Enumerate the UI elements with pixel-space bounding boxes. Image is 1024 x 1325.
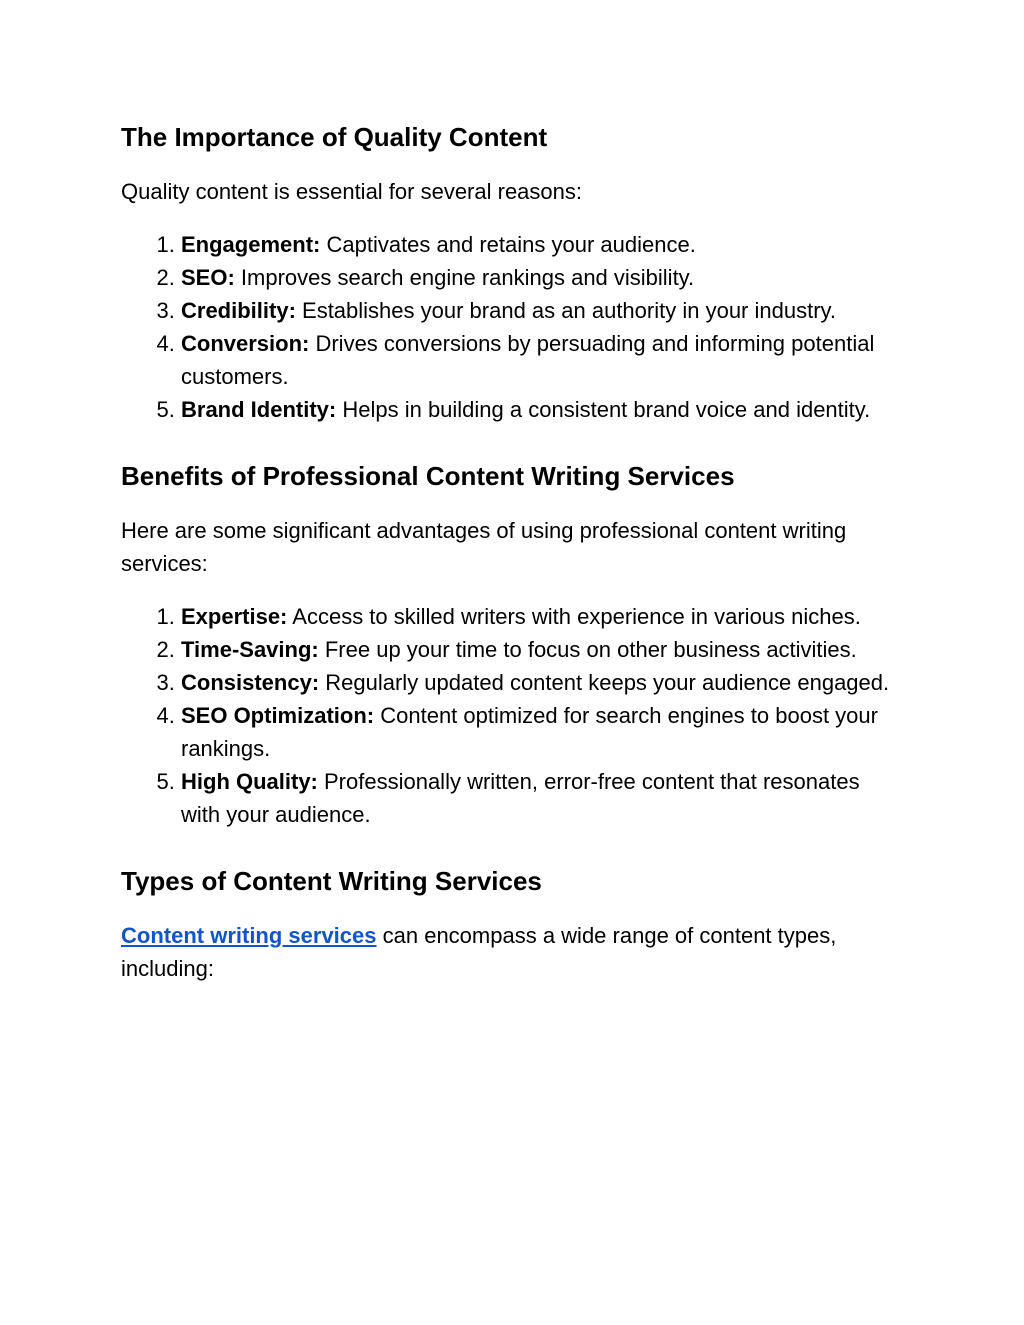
list-item	[181, 228, 891, 261]
list-item-text: Free up your time to focus on other business activities.	[318, 637, 857, 662]
benefits-list	[121, 600, 891, 831]
content-writing-services-link[interactable]: Content writing services	[121, 923, 377, 948]
list-item	[181, 600, 891, 633]
list-item	[181, 666, 891, 699]
list-item-term: Expertise:	[181, 604, 288, 629]
section-intro-types	[121, 919, 891, 985]
list-item	[181, 294, 891, 327]
list-item-text: Captivates and retains your audience.	[320, 232, 696, 257]
list-item-term: SEO:	[181, 265, 235, 290]
document-page	[121, 120, 891, 985]
list-item	[181, 699, 891, 765]
list-item-text: Drives conversions by persuading and informing potential customers.	[181, 331, 875, 389]
list-item-term: Conversion:	[181, 331, 310, 356]
list-item-term: High Quality:	[181, 769, 318, 794]
section-heading-benefits: Benefits of Professional Content Writing Services	[121, 461, 735, 491]
list-item-term: Consistency:	[181, 670, 320, 695]
list-item-text: Helps in building a consistent brand voice and identity.	[336, 397, 871, 422]
list-item-text: Access to skilled writers with experience in various niches.	[287, 604, 861, 629]
section-intro-types-text: can encompass a wide range of content types, including:	[121, 923, 837, 981]
section-heading-importance: The Importance of Quality Content	[121, 122, 548, 152]
list-item-term: Credibility:	[181, 298, 296, 323]
list-item-text: Professionally written, error-free content that resonates with your audience.	[181, 769, 860, 827]
list-item	[181, 393, 891, 426]
importance-list	[121, 228, 891, 426]
list-item-text: Improves search engine rankings and visibility.	[234, 265, 695, 290]
section-intro-importance: Quality content is essential for several reasons:	[121, 179, 583, 204]
list-item	[181, 261, 891, 294]
list-item-term: Brand Identity:	[181, 397, 337, 422]
list-item-term: SEO Optimization:	[181, 703, 375, 728]
list-item-term: Engagement:	[181, 232, 321, 257]
list-item-text: Content optimized for search engines to boost your rankings.	[181, 703, 878, 761]
list-item-text: Establishes your brand as an authority in your industry.	[295, 298, 837, 323]
list-item	[181, 633, 891, 666]
list-item	[181, 327, 891, 393]
section-intro-benefits: Here are some significant advantages of using professional content writing services:	[121, 518, 847, 576]
list-item-term: Time-Saving:	[181, 637, 319, 662]
list-item-text: Regularly updated content keeps your audience engaged.	[319, 670, 890, 695]
section-heading-types: Types of Content Writing Services	[121, 866, 542, 896]
list-item	[181, 765, 891, 831]
